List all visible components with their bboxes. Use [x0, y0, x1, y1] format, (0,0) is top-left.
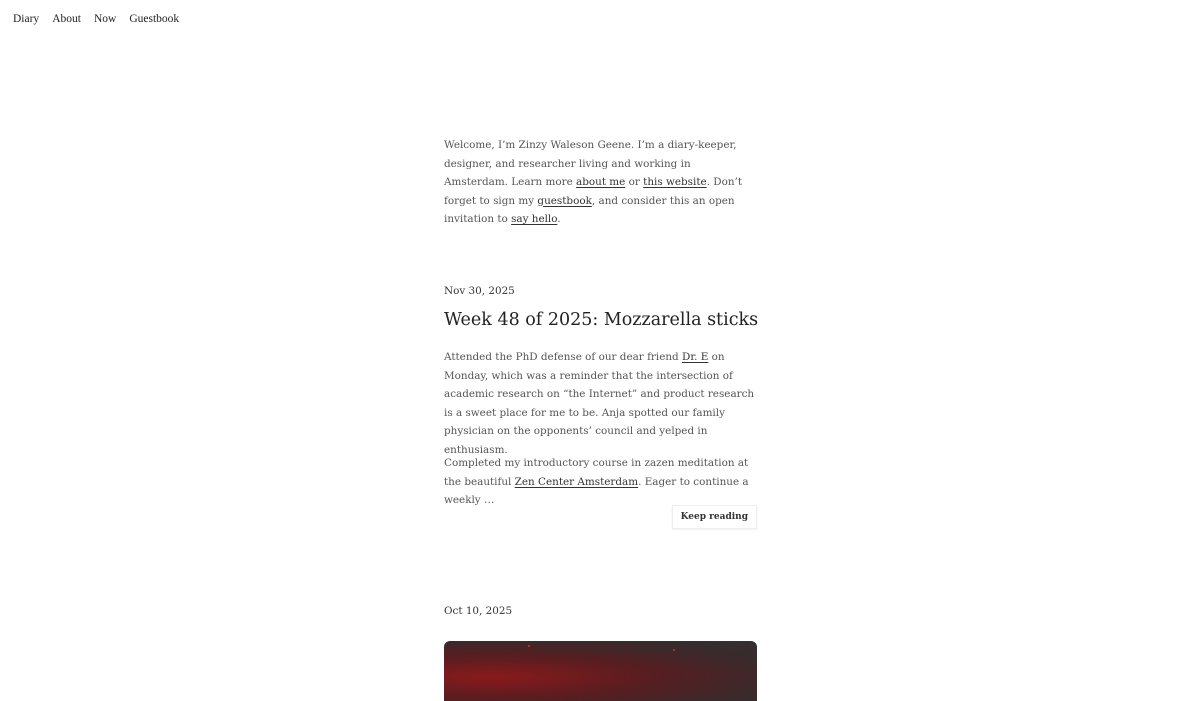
keep-reading-button[interactable]: Keep reading [672, 505, 757, 529]
intro-text: Welcome, I’m Zinzy Waleson Geene. I’m a diary-keeper, designer, and researcher living and working in Amsterdam. Learn more [444, 139, 737, 188]
image-detail [528, 645, 530, 647]
post-text: . Eager to continue a weekly … [444, 475, 749, 506]
this-website-link[interactable]: this website [643, 176, 707, 188]
nav-about[interactable]: About [52, 13, 81, 25]
post-title[interactable]: Week 48 of 2025: Mozzarella sticks [444, 310, 759, 330]
post-text: Attended the PhD defense of our dear friend [444, 351, 682, 363]
post-date: Oct 10, 2025 [444, 605, 513, 617]
guestbook-link[interactable]: guestbook [537, 194, 592, 207]
nav-diary[interactable]: Diary [13, 13, 40, 25]
nav-guestbook[interactable]: Guestbook [129, 13, 180, 25]
post-thumbnail-image[interactable] [444, 641, 757, 701]
image-detail [673, 649, 675, 651]
intro-text: . [557, 213, 561, 225]
post-text: Completed my introductory course in zazen meditation at the beautiful [444, 457, 749, 488]
post-date: Nov 30, 2025 [444, 285, 515, 297]
about-me-link[interactable]: about me [576, 176, 626, 188]
intro-paragraph [444, 136, 757, 229]
intro-text: , and consider this an open invitation to [444, 194, 735, 225]
nav-now[interactable]: Now [93, 13, 117, 25]
top-nav [13, 13, 179, 25]
intro-text: or [625, 176, 644, 188]
post-paragraph [444, 454, 757, 510]
post-paragraph [444, 348, 757, 459]
say-hello-link[interactable]: say hello [511, 213, 558, 225]
post-text: on Monday, which was a reminder that the intersection of academic research on “the Internet” and product research is a sweet place for me to be. Anja spotted our family physician on the opponents’ council and yelped in enthusiasm. [444, 351, 755, 456]
dr-e-link[interactable]: Dr. E [682, 351, 709, 363]
intro-text: . Don’t forget to sign my [444, 176, 743, 207]
zen-center-link[interactable]: Zen Center Amsterdam [514, 475, 639, 488]
